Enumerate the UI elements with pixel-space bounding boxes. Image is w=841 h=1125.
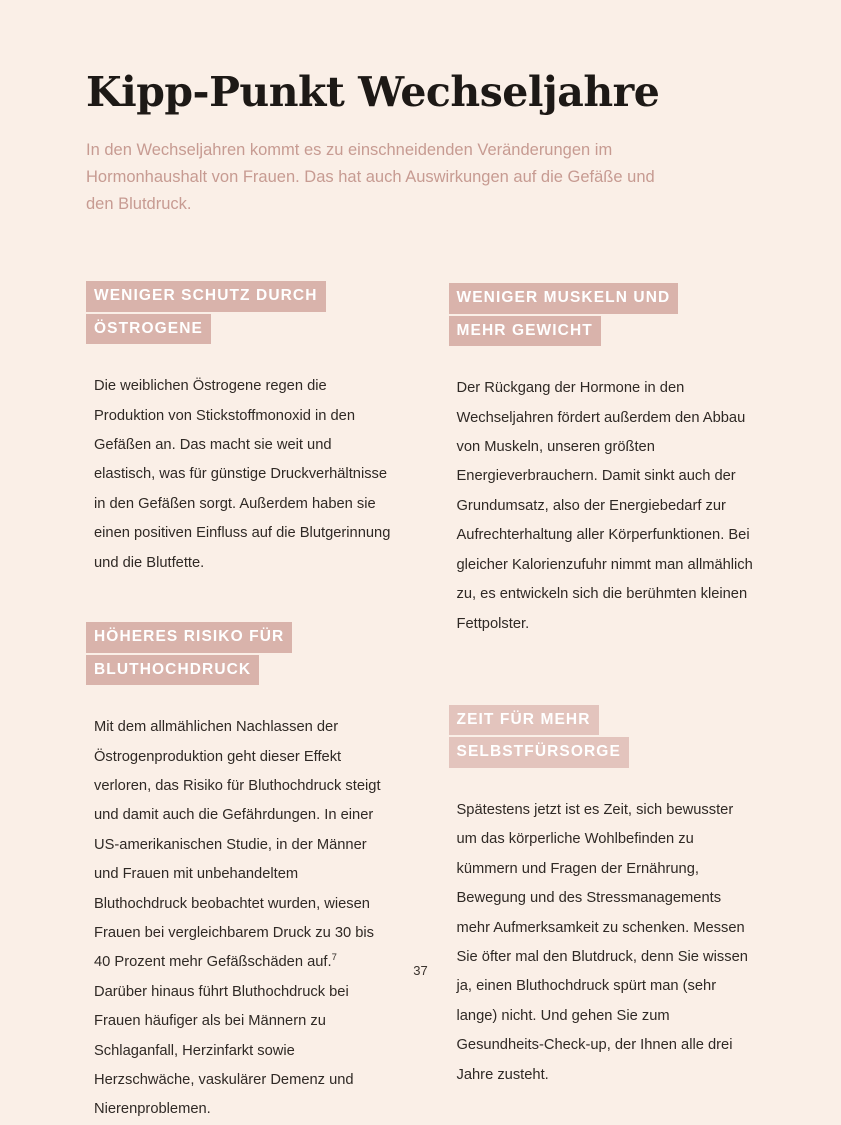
section-body-weniger-muskeln: Der Rückgang der Hormone in den Wechseljahren fördert außerdem den Abbau von Muskeln, unseren größten Energieverbrauchern. Damit sinkt auch der Grundumsatz, also der Energiebedarf zur Aufrechterhaltung aller Körperfunktionen. Bei gleicher Kalorienzufuhr nimmt man allmählich zu, es entwickeln sich die berühmten kleinen Fettpolster. xyxy=(456,380,753,632)
heading-line-2: SELBSTFÜRSORGE xyxy=(449,737,629,768)
heading-line-1: ZEIT FÜR MEHR xyxy=(449,705,599,736)
section-body-weniger-schutz: Die weiblichen Östrogene regen die Produktion von Stickstoffmonoxid in den Gefäßen an. Das macht sie weit und elastisch, was für günstige Druckverhältnisse in den Gefäßen sorgt. Außerdem haben sie einen positiven Einfluss auf die Blutgerinnung und die Blutfette. xyxy=(94,378,391,571)
heading-line-2: ÖSTROGENE xyxy=(86,314,211,345)
content-columns xyxy=(86,281,755,1125)
footnote-marker: 7 xyxy=(331,952,337,964)
heading-line-1: WENIGER SCHUTZ DURCH xyxy=(86,281,326,312)
left-column xyxy=(86,281,393,1125)
page-intro: In den Wechseljahren kommt es zu einschneidenden Veränderungen im Hormonhaushalt von Frauen. Das hat auch Auswirkungen auf die Gefäße und den Blutdruck. xyxy=(86,141,655,213)
section-body-hoeheres-risiko xyxy=(86,713,393,1125)
section-body-zeit-fuer-mehr: Spätestens jetzt ist es Zeit, sich bewusster um das körperliche Wohlbefinden zu kümmern und Fragen der Ernährung, Bewegung und des Stressmanagements mehr Aufmerksamkeit zu schenken. Messen Sie öfter mal den Blutdruck, denn Sie wissen ja, einen Bluthochdruck spürt man (sehr lange) nicht. Und gehen Sie zum Gesundheits-Check-up, der Ihnen alle drei Jahre zusteht. xyxy=(456,801,748,1083)
heading-line-2: BLUTHOCHDRUCK xyxy=(86,655,259,686)
page-number: 37 xyxy=(413,963,428,978)
right-column xyxy=(449,281,756,1125)
body-part-1: Mit dem allmählichen Nachlassen der Östrogenproduktion geht dieser Effekt verloren, das Risiko für Bluthochdruck steigt und damit auch die Gefährdungen. In einer US-amerikanischen Studie, in der Männer und Frauen mit unbehandeltem Bluthochdruck beobachtet wurden, wiesen Frauen bei vergleichbarem Druck zu 30 bis 40 Prozent mehr Gefäßschäden auf. xyxy=(94,719,381,971)
section-heading-zeit-fuer-mehr xyxy=(449,705,756,770)
section-heading-weniger-muskeln xyxy=(449,283,756,348)
body-part-2: Darüber hinaus führt Bluthochdruck bei Frauen häufiger als bei Männern zu Schlaganfall, Herzinfarkt sowie Herzschwäche, vaskulärer Demenz und Nierenproblemen. xyxy=(94,983,354,1118)
section-heading-weniger-schutz xyxy=(86,281,393,346)
heading-line-2: MEHR GEWICHT xyxy=(449,316,601,347)
heading-line-1: HÖHERES RISIKO FÜR xyxy=(86,622,292,653)
page-title: Kipp-Punkt Wechseljahre xyxy=(86,68,660,116)
section-heading-hoeheres-risiko xyxy=(86,622,393,687)
column-spacer xyxy=(449,683,756,705)
heading-line-1: WENIGER MUSKELN UND xyxy=(449,283,679,314)
